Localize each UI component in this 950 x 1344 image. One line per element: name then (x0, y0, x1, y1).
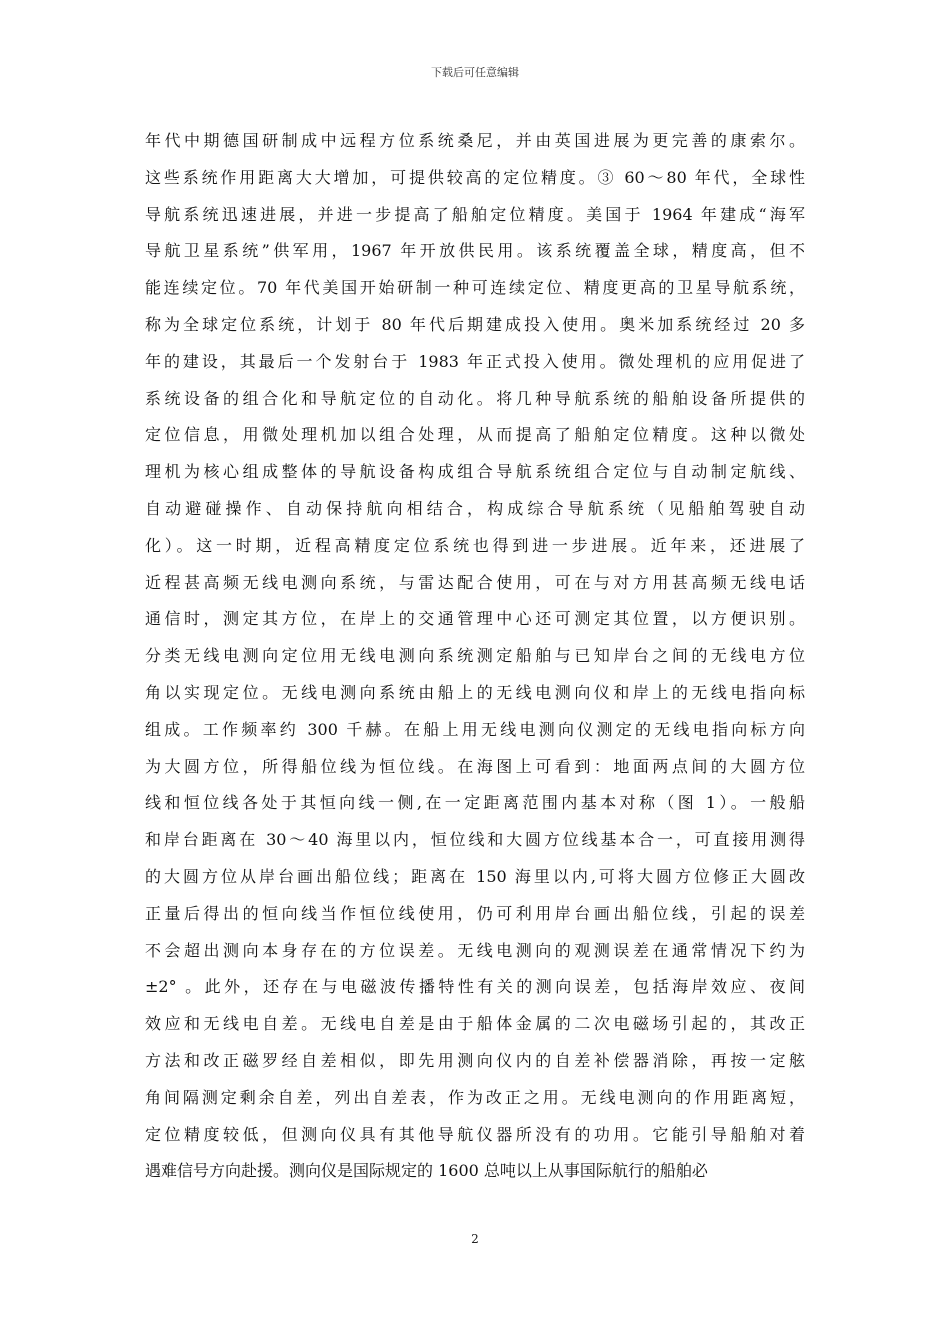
text-line: 定位精度较低，但测向仪具有其他导航仪器所没有的功用。它能引导船舶对着 (145, 1124, 805, 1144)
text-line: 能连续定位。70 年代美国开始研制一种可连续定位、精度更高的卫星导航系统， (145, 278, 805, 298)
text-line: 和岸台距离在 30～40 海里以内，恒位线和大圆方位线基本合一，可直接用测得 (145, 830, 805, 850)
text-line: 自动避碰操作、自动保持航向相结合，构成综合导航系统（见船舶驾驶自动 (145, 498, 805, 518)
text-line: 定位信息，用微处理机加以组合处理，从而提高了船舶定位精度。这种以微处 (145, 425, 805, 445)
text-line: 效应和无线电自差。无线电自差是由于船体金属的二次电磁场引起的，其改正 (145, 1014, 805, 1034)
text-line: 角以实现定位。无线电测向系统由船上的无线电测向仪和岸上的无线电指向标 (145, 682, 805, 702)
text-line: 正量后得出的恒向线当作恒位线使用，仍可利用岸台画出船位线，引起的误差 (145, 903, 805, 923)
text-line: 系统设备的组合化和导航定位的自动化。将几种导航系统的船舶设备所提供的 (145, 388, 805, 408)
text-line: 导航卫星系统”供军用，1967 年开放供民用。该系统覆盖全球，精度高，但不 (145, 241, 805, 261)
body-text (145, 126, 805, 1193)
text-line: 方法和改正磁罗经自差相似，即先用测向仪内的自差补偿器消除，再按一定舷 (145, 1050, 805, 1070)
text-line: 不会超出测向本身存在的方位误差。无线电测向的观测误差在通常情况下约为 (145, 940, 805, 960)
text-line: 线和恒位线各处于其恒向线一侧,在一定距离范围内基本对称（图 1）。一般船 (145, 793, 805, 813)
text-line: 的大圆方位从岸台画出船位线；距离在 150 海里以内,可将大圆方位修正大圆改 (145, 866, 805, 886)
text-line: 通信时，测定其方位，在岸上的交通管理中心还可测定其位置，以方便识别。 (145, 609, 805, 629)
text-line: 理机为核心组成整体的导航设备构成组合导航系统组合定位与自动制定航线、 (145, 462, 805, 482)
text-line: 遇难信号方向赴援。测向仪是国际规定的 1600 总吨以上从事国际航行的船舶必 (145, 1161, 708, 1181)
text-line: 导航系统迅速进展，并进一步提高了船舶定位精度。美国于 1964 年建成“海军 (145, 204, 805, 224)
text-line: 年代中期德国研制成中远程方位系统桑尼，并由英国进展为更完善的康索尔。 (145, 131, 805, 150)
text-line: 近程甚高频无线电测向系统，与雷达配合使用，可在与对方用甚高频无线电话 (145, 572, 805, 592)
text-line: 分类无线电测向定位用无线电测向系统测定船舶与已知岸台之间的无线电方位 (145, 646, 805, 666)
page-number: 2 (471, 1232, 479, 1246)
text-line: 为大圆方位，所得船位线为恒位线。在海图上可看到：地面两点间的大圆方位 (145, 756, 805, 776)
text-line: ±2° 。此外，还存在与电磁波传播特性有关的测向误差，包括海岸效应、夜间 (145, 977, 805, 997)
text-line: 称为全球定位系统，计划于 80 年代后期建成投入使用。奥米加系统经过 20 多 (145, 314, 805, 334)
text-line: 化）。这一时期，近程高精度定位系统也得到进一步进展。近年来，还进展了 (145, 535, 805, 555)
text-line: 角间隔测定剩余自差，列出自差表，作为改正之用。无线电测向的作用距离短， (145, 1087, 805, 1107)
text-line: 年的建设，其最后一个发射台于 1983 年正式投入使用。微处理机的应用促进了 (145, 351, 805, 371)
text-line: 组成。工作频率约 300 千赫。在船上用无线电测向仪测定的无线电指向标方向 (145, 719, 805, 739)
text-line: 这些系统作用距离大大增加，可提供较高的定位精度。③ 60～80 年代，全球性 (145, 167, 805, 187)
page-header-note: 下载后可任意编辑 (431, 66, 519, 79)
